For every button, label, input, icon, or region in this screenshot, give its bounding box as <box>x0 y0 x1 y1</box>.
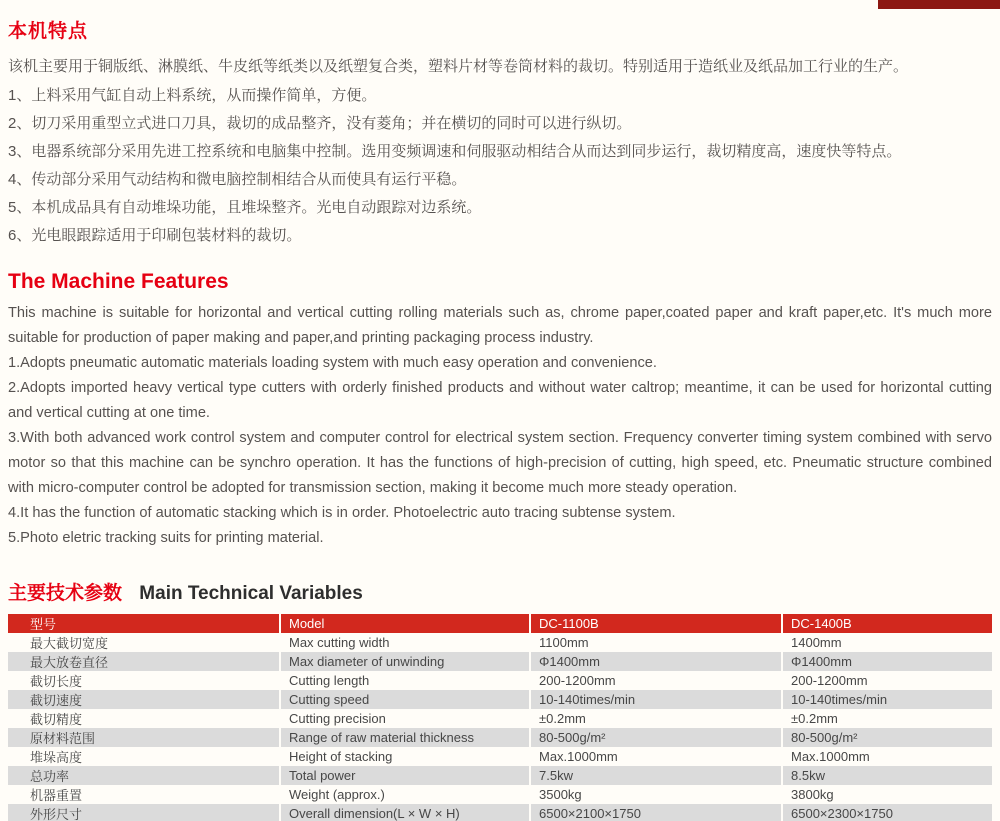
spec-cell: 最大截切宽度 <box>30 636 109 651</box>
spec-cell: ±0.2mm <box>782 709 992 728</box>
spec-cell: Max.1000mm <box>782 747 992 766</box>
spec-cell: Max cutting width <box>280 633 530 652</box>
spec-cell: 1400mm <box>782 633 992 652</box>
cn-feature-item-5: 5、本机成品具有自动堆垛功能，且堆垛整齐。光电自动跟踪对边系统。 <box>8 199 482 216</box>
spec-row-raw-material-range <box>8 728 992 747</box>
specs-title-en: Main Technical Variables <box>139 583 363 604</box>
spec-cell: Cutting speed <box>280 690 530 709</box>
spec-cell: 200-1200mm <box>782 671 992 690</box>
spec-cell: 7.5kw <box>530 766 782 785</box>
spec-cell: 截切长度 <box>30 674 83 689</box>
spec-cell: Weight (approx.) <box>280 785 530 804</box>
spec-cell: Φ1400mm <box>782 652 992 671</box>
cn-feature-item-3: 3、电器系统部分采用先进工控系统和电脑集中控制。选用变频调速和伺服驱动相结合从而达到同步运行，裁切精度高，速度快等特点。 <box>8 143 902 160</box>
spec-cell: 截切速度 <box>30 693 83 708</box>
en-paragraph-5: 5.Photo eletric tracking suits for printing material. <box>8 530 324 546</box>
spec-cell: 80-500g/m² <box>530 728 782 747</box>
spec-cell: Φ1400mm <box>530 652 782 671</box>
spec-cell: Overall dimension(L × W × H) <box>280 804 530 821</box>
en-paragraph-1: 1.Adopts pneumatic automatic materials loading system with much easy operation and convenience. <box>8 355 657 371</box>
spec-cell: 最大放卷直径 <box>30 655 109 670</box>
en-features-paragraphs <box>8 301 992 551</box>
cn-feature-item-1: 1、上料采用气缸自动上料系统，从而操作简单，方便。 <box>8 87 377 104</box>
spec-cell: 截切精度 <box>30 712 83 727</box>
header-model-dc1400b: DC-1400B <box>782 614 992 633</box>
specs-title <box>8 578 992 605</box>
spec-cell: 6500×2100×1750 <box>530 804 782 821</box>
specs-header-row <box>8 614 992 633</box>
spec-row-total-power <box>8 766 992 785</box>
specs-table <box>8 614 992 821</box>
en-paragraph-3: 3.With both advanced work control system and computer control for electrical system section. Frequency converter timing system combined with servo motor so that this machine can be synchro operation. It has the functions of high-precision of cutting, high speed, etc. Pneumatic structure combined with micro-computer control be adopted for transmission section, making it become much more steady operation. <box>8 430 992 496</box>
spec-cell: 10-140times/min <box>782 690 992 709</box>
en-features-title: The Machine Features <box>8 270 229 293</box>
spec-cell: 堆垛高度 <box>30 750 83 765</box>
spec-cell: 6500×2300×1750 <box>782 804 992 821</box>
cn-features-title: 本机特点 <box>8 21 89 42</box>
spec-cell: Max diameter of unwinding <box>280 652 530 671</box>
spec-row-cutting-speed <box>8 690 992 709</box>
spec-cell: 原材料范围 <box>30 731 96 746</box>
specs-title-cn: 主要技术参数 <box>8 583 123 604</box>
spec-cell: 10-140times/min <box>530 690 782 709</box>
spec-row-stacking-height <box>8 747 992 766</box>
corner-red-bar <box>878 0 1000 9</box>
spec-cell: 外形尺寸 <box>30 807 83 821</box>
spec-cell: 3500kg <box>530 785 782 804</box>
en-paragraph-intro: This machine is suitable for horizontal and vertical cutting rolling materials such as, chrome paper,coated paper and kraft paper,etc. It's much more suitable for production of paper making and paper,and printing packaging process industry. <box>8 305 992 346</box>
spec-row-max-cutting-width <box>8 633 992 652</box>
header-model-cn: 型号 <box>8 614 280 633</box>
spec-cell: 80-500g/m² <box>782 728 992 747</box>
spec-cell: 8.5kw <box>782 766 992 785</box>
spec-cell: Total power <box>280 766 530 785</box>
spec-cell: Cutting length <box>280 671 530 690</box>
spec-cell: 机器重置 <box>30 788 83 803</box>
spec-cell: Cutting precision <box>280 709 530 728</box>
en-paragraph-2: 2.Adopts imported heavy vertical type cutters with orderly finished products and without water caltrop; meantime, it can be used for horizontal cutting and vertical cutting at one time. <box>8 380 992 421</box>
spec-row-overall-dimension <box>8 804 992 821</box>
spec-cell: ±0.2mm <box>530 709 782 728</box>
spec-cell: Range of raw material thickness <box>280 728 530 747</box>
header-model-en: Model <box>280 614 530 633</box>
cn-feature-item-6: 6、光电眼跟踪适用于印刷包装材料的裁切。 <box>8 227 302 244</box>
en-paragraph-4: 4.It has the function of automatic stacking which is in order. Photoelectric auto tracing subtense system. <box>8 505 676 521</box>
spec-cell: 3800kg <box>782 785 992 804</box>
cn-features-intro: 该机主要用于铜版纸、淋膜纸、牛皮纸等纸类以及纸塑复合类，塑料片材等卷筒材料的裁切。特别适用于造纸业及纸品加工行业的生产。 <box>8 58 909 75</box>
cn-feature-item-4: 4、传动部分采用气动结构和微电脑控制相结合从而使具有运行平稳。 <box>8 171 467 188</box>
spec-row-max-diameter-unwinding <box>8 652 992 671</box>
spec-cell: Max.1000mm <box>530 747 782 766</box>
spec-row-weight <box>8 785 992 804</box>
spec-cell: 200-1200mm <box>530 671 782 690</box>
spec-row-cutting-length <box>8 671 992 690</box>
header-model-dc1100b: DC-1100B <box>530 614 782 633</box>
spec-cell: Height of stacking <box>280 747 530 766</box>
spec-cell: 总功率 <box>30 769 70 784</box>
cn-feature-item-2: 2、切刀采用重型立式进口刀具，裁切的成品整齐，没有菱角；并在横切的同时可以进行纵切。 <box>8 115 632 132</box>
spec-row-cutting-precision <box>8 709 992 728</box>
spec-cell: 1100mm <box>530 633 782 652</box>
